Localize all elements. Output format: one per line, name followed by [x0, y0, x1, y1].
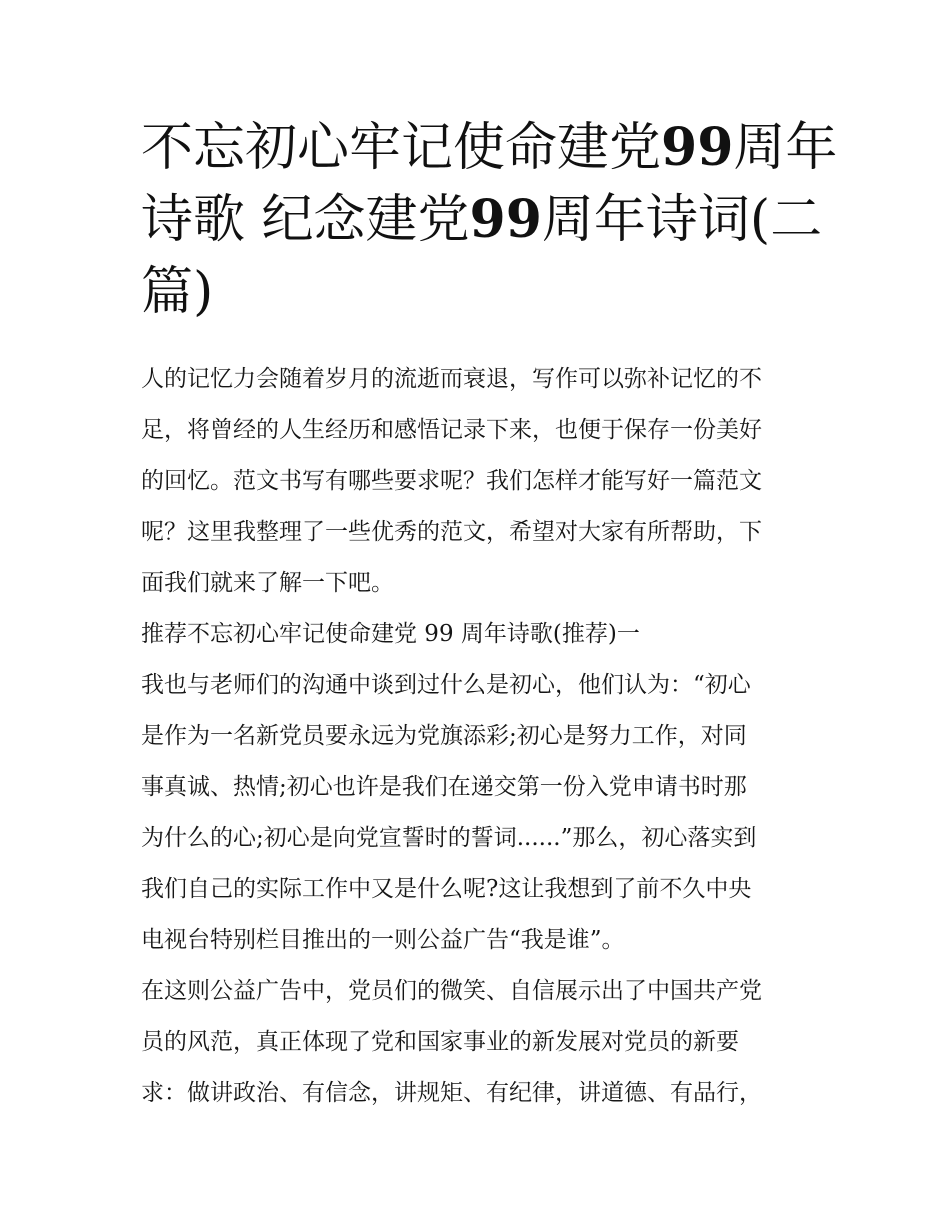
- body-line: 呢？这里我整理了一些优秀的范文，希望对大家有所帮助，下: [141, 519, 762, 545]
- title-text-1: 不忘初心牢记使命建党: [141, 118, 662, 178]
- section-heading-paragraph: [141, 609, 813, 660]
- title-text-3: 诗歌 纪念建党: [141, 190, 470, 250]
- title-text-5: 篇): [141, 262, 214, 322]
- body-line: 为什么的心;初心是向党宣誓时的誓词......”那么，初心落实到: [141, 825, 757, 851]
- body-line: 我也与老师们的沟通中谈到过什么是初心，他们认为：“初心: [141, 672, 751, 698]
- title-line-3: [141, 256, 813, 328]
- title-line-2: [141, 184, 823, 256]
- body-paragraph: [141, 660, 813, 966]
- document-body: [141, 354, 813, 1119]
- body-line: 员的风范，真正体现了党和国家事业的新发展对党员的新要: [141, 1029, 739, 1055]
- body-line: 人的记忆力会随着岁月的流逝而衰退，写作可以弥补记忆的不: [141, 366, 762, 392]
- body-line: 足，将曾经的人生经历和感悟记录下来，也便于保存一份美好: [141, 417, 762, 443]
- body-line: 的回忆。范文书写有哪些要求呢？我们怎样才能写好一篇范文: [141, 468, 762, 494]
- title-text-4: 周年诗词(二: [541, 190, 823, 250]
- body-line: 我们自己的实际工作中又是什么呢?这让我想到了前不久中央: [141, 876, 752, 902]
- section-heading-line: 推荐不忘初心牢记使命建党 99 周年诗歌(推荐)一: [141, 621, 640, 647]
- body-line: 电视台特别栏目推出的一则公益广告“我是谁”。: [141, 927, 625, 953]
- title-number-1: 99: [661, 117, 734, 178]
- title-number-2: 99: [469, 189, 542, 250]
- body-line: 求：做讲政治、有信念，讲规矩、有纪律，讲道德、有品行，: [141, 1080, 762, 1106]
- intro-paragraph: [141, 354, 813, 609]
- title-line-1: [141, 112, 838, 184]
- body-paragraph: [141, 966, 813, 1119]
- body-line: 在这则公益广告中，党员们的微笑、自信展示出了中国共产党: [141, 978, 762, 1004]
- body-line: 是作为一名新党员要永远为党旗添彩;初心是努力工作，对同: [141, 723, 747, 749]
- title-text-2: 周年: [733, 118, 838, 178]
- body-line: 面我们就来了解一下吧。: [141, 570, 394, 596]
- body-line: 事真诚、热情;初心也许是我们在递交第一份入党申请书时那: [141, 774, 747, 800]
- document-content: [141, 112, 838, 1119]
- page-title: [141, 112, 838, 328]
